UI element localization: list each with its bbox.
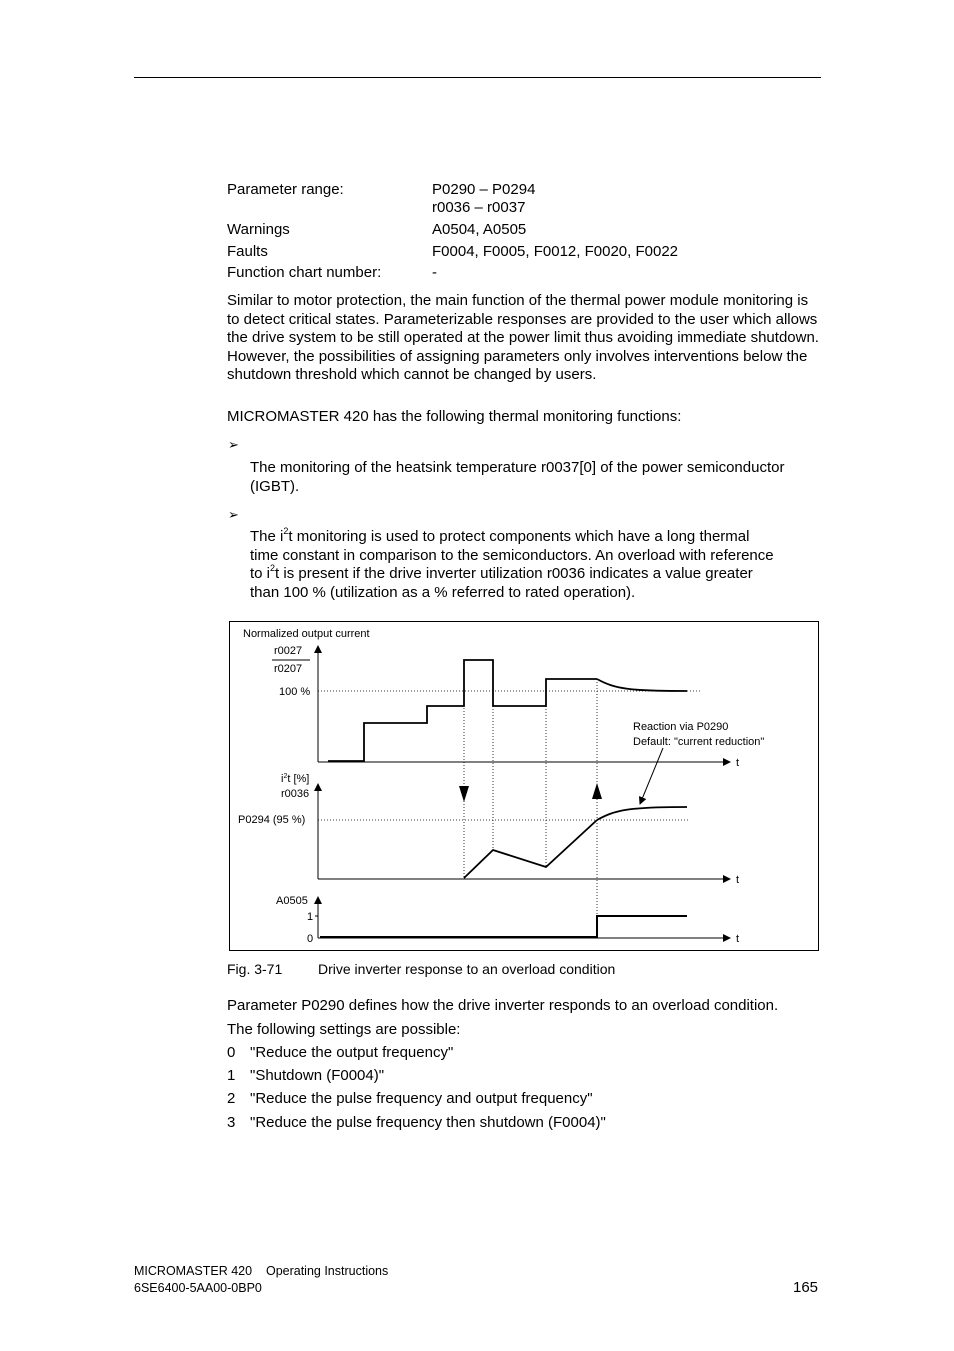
current-step-curve (328, 660, 597, 761)
settings-intro: The following settings are possible: (227, 1021, 461, 1038)
figure-number: Fig. 3-71 (227, 961, 283, 977)
down-arrow-icon (459, 786, 469, 802)
bullet-i2t-line-4: than 100 % (utilization as a % referred to rated operation). (250, 583, 636, 601)
a0505-signal (320, 916, 687, 937)
setting-text: "Reduce the pulse frequency then shutdown (F0004)" (250, 1114, 606, 1131)
bullet-i2t-line-1: The $i^2t$ monitoring is used to protect components which have a long thermal (250, 526, 750, 545)
fraction-denominator: r0207 (274, 663, 303, 675)
footer-order-number: 6SE6400-5AA00-0BP0 (134, 1281, 262, 1295)
param-range-value-2: r0036 – r0037 (432, 199, 526, 216)
function-chart-value: - (432, 264, 437, 281)
setting-number: 3 (227, 1114, 236, 1131)
bullet-i2t-text (250, 528, 822, 602)
bullet-heatsink-text: The monitoring of the heatsink temperature r0037[0] of the power semiconductor (IGBT). (250, 459, 785, 495)
level-one-label: 1 (307, 911, 314, 923)
setting-text: "Reduce the output frequency" (250, 1044, 454, 1061)
i2t-curve (464, 820, 597, 878)
reaction-label-2: Default: "current reduction" (633, 736, 765, 748)
a0505-label: A0505 (276, 895, 308, 907)
setting-number: 0 (227, 1044, 236, 1061)
bullet-arrow-icon: ➢ (228, 507, 239, 522)
bullet-i2t-line-2: time constant in comparison to the semiconductors. An overload with reference (250, 546, 774, 564)
setting-number: 1 (227, 1067, 236, 1084)
param-range-label: Parameter range: (227, 181, 344, 198)
intro-paragraph: Similar to motor protection, the main function of the thermal power module monitoring is to detect critical states. Parameterizable responses are provided to the user which allows the drive system to be still operated at the power limit thus avoiding immediate shutdown. However, the possibilities of assigning parameters only involves interventions below the shutdown threshold which cannot be changed by users. (227, 292, 819, 384)
diagram-svg (230, 622, 820, 952)
time-axis-label: t (736, 874, 740, 886)
y-axis-title: Normalized output current (243, 628, 370, 640)
up-arrow-icon (592, 783, 602, 799)
reaction-label-1: Reaction via P0290 (633, 721, 729, 733)
current-reduction-curve (597, 679, 687, 691)
figure-caption: Drive inverter response to an overload condition (318, 961, 616, 977)
i2t-label: $i^2t$ [%] (281, 773, 310, 785)
header-rule (134, 77, 821, 78)
bullet-i2t-line-3: to $i^2t$ is present if the drive inverter utilization r0036 indicates a value greater (250, 563, 753, 583)
time-axis-label: t (736, 757, 740, 769)
setting-text: "Shutdown (F0004)" (250, 1067, 385, 1084)
level-zero-label: 0 (307, 933, 314, 945)
time-axis-label: t (736, 933, 740, 945)
footer-product: MICROMASTER 420 Operating Instructions (134, 1264, 389, 1278)
setting-number: 2 (227, 1090, 236, 1107)
overload-response-diagram (229, 621, 819, 951)
setting-text: "Reduce the pulse frequency and output frequency" (250, 1090, 593, 1107)
bullet-arrow-icon: ➢ (228, 437, 239, 452)
warnings-label: Warnings (227, 221, 290, 238)
r0036-label: r0036 (281, 788, 310, 800)
i2t-saturation-curve (597, 807, 687, 820)
faults-value: F0004, F0005, F0012, F0020, F0022 (432, 243, 678, 260)
functions-intro: MICROMASTER 420 has the following thermal monitoring functions: (227, 408, 682, 425)
function-chart-label: Function chart number: (227, 264, 382, 281)
warnings-value: A0504, A0505 (432, 221, 527, 238)
fraction-numerator: r0027 (274, 645, 303, 657)
p0294-label: P0294 (95 %) (238, 814, 306, 826)
p0290-paragraph: Parameter P0290 defines how the drive inverter responds to an overload condition. (227, 997, 779, 1014)
level-100-label: 100 % (279, 686, 311, 698)
param-range-value-1: P0290 – P0294 (432, 181, 536, 198)
faults-label: Faults (227, 243, 268, 260)
reaction-pointer-arrow (640, 748, 663, 804)
page-number: 165 (793, 1279, 819, 1296)
